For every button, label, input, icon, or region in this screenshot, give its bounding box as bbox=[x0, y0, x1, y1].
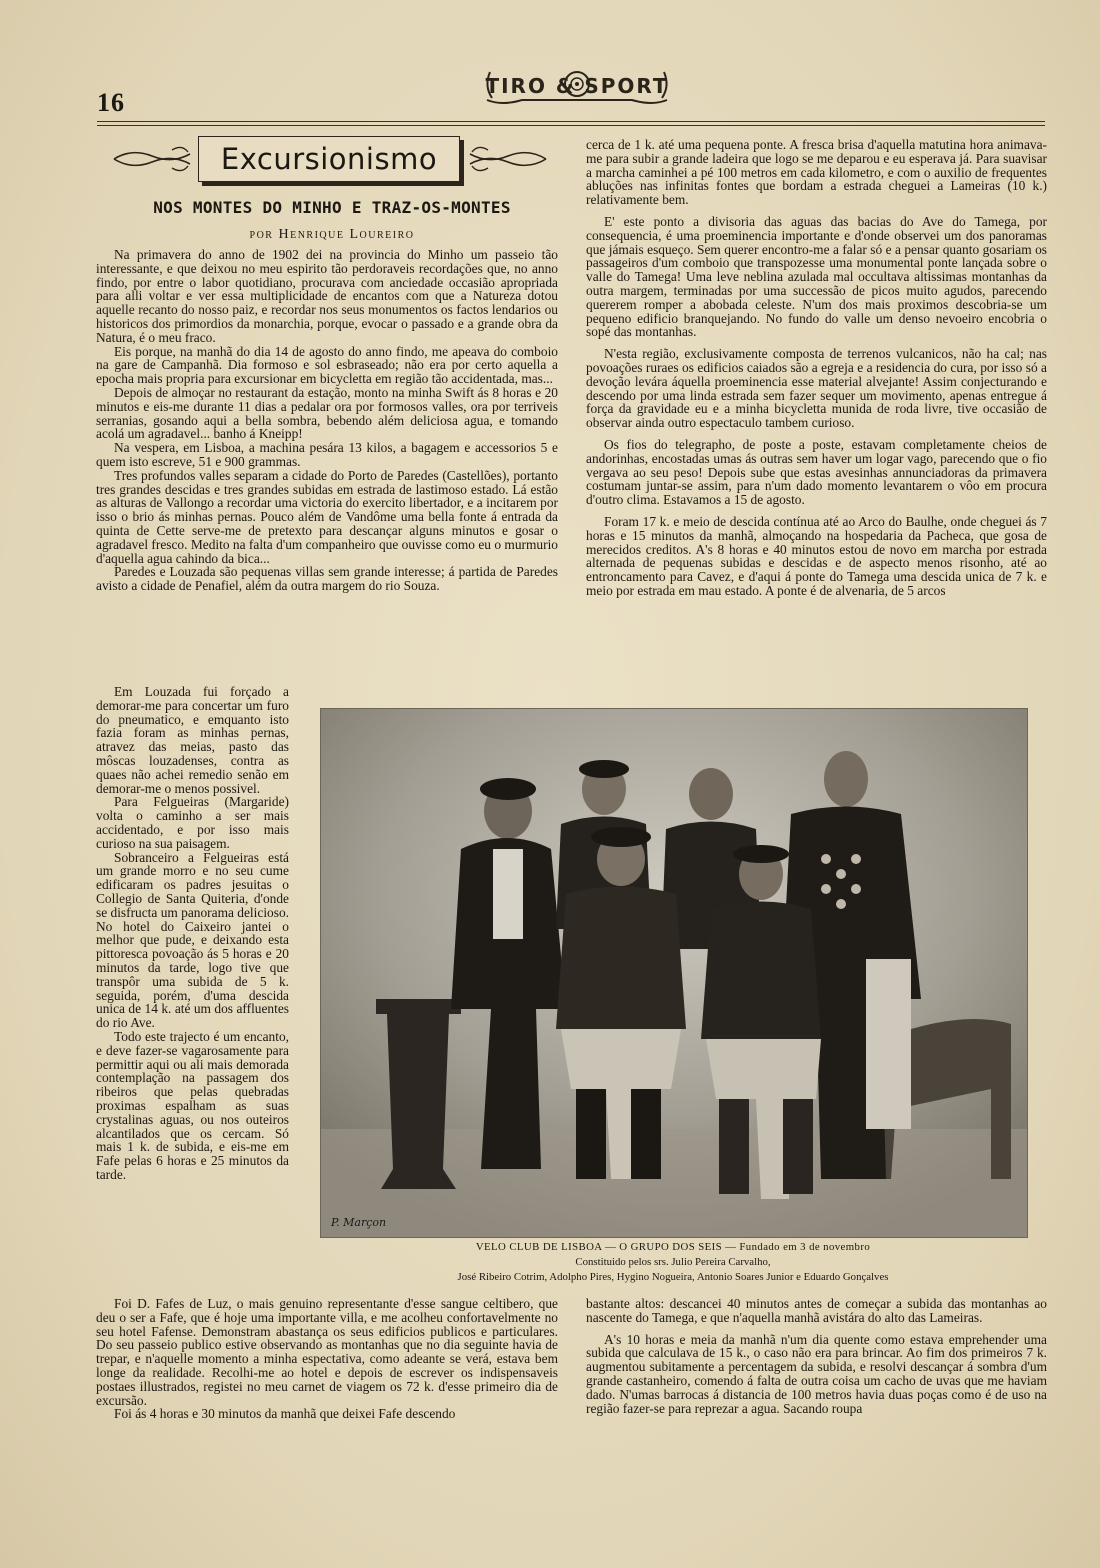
paragraph: Tres profundos valles separam a cidade do Porto de Paredes (Castellões), portanto tres grandes descidas e tres grandes subidas em estrada de lastimoso estado. Lá estão as alturas de Vallongo a recordar uma victoria do exercito libertador, e a incitarem por isso o brio ás minhas pernas. Pouco além de Vandôme uma bella fonte á entrada da quinta de Cette serve-me de pretexto para descançar alguns minutos e gosar o agradavel fresco. Medito na falta d'um companheiro que ouvisse como eu o murmurio d'aquella agua cahindo da bica... bbox=[96, 467, 558, 566]
article-column-right bbox=[586, 138, 1047, 598]
paragraph: Todo este trajecto é um encanto, e deve fazer-se vagarosamente para permittir aqui ou ali mais demorada contemplação na passagem dos ribeiros que pelas quebradas proximas espalham as suas crystalinas aguas, ou nos outeiros alcantilados que os cercam. Só mais 1 k. de subida, e eis-me em Fafe pelas 6 horas e 25 minutos da tarde. bbox=[96, 1028, 289, 1182]
article-column-left bbox=[96, 248, 558, 593]
article-column-bottom-left bbox=[96, 1297, 558, 1421]
paragraph: Eis porque, na manhã do dia 14 de agosto do anno findo, me apeava do comboio na gare de Campanhã. Dia formoso e sol esbraseado; não era por certo aquella a epocha mais propria para excursionar em bicycletta em região tão accidentada, mas... bbox=[96, 343, 558, 387]
paragraph: Foram 17 k. e meio de descida contínua até ao Arco do Baulhe, onde cheguei ás 7 horas e 15 minutos da manhã, almoçando na hospedaria da Pacheca, que gosa de merecidos creditos. A's 8 horas e 40 minutos estou de novo em marcha por estrada alternada de pequenas subidas e descidas e de aspecto menos risonho, até ao entroncamento para Cavez, e d'aqui á ponte do Tamega uma descida unica de 7 k. e meio por estrada em mau estado. A ponte é de alvenaria, de 5 arcos bbox=[586, 513, 1047, 598]
article-column-narrow bbox=[96, 685, 289, 1182]
photographer-signature: P. Marçon bbox=[331, 1216, 387, 1229]
paragraph: Em Louzada fui forçado a demorar-me para concertar um furo do pneumatico, e emquanto isto fazia foram as minhas pernas, atravez das meias, pasto das môscas louzadenses, contra as quaes não achei remedio senão em demorar-me o menos possivel. bbox=[96, 684, 289, 796]
section-header bbox=[112, 136, 542, 188]
paragraph: Para Felgueiras (Margaride) volta o caminho a ser mais accidentado, e por isso mais curioso na sua paisagem. bbox=[96, 794, 289, 851]
article-title: NOS MONTES DO MINHO E TRAZ-OS-MONTES bbox=[153, 198, 511, 217]
page-number: 16 bbox=[97, 88, 125, 117]
paragraph: bastante altos: descancei 40 minutos antes de começar a subida das montanhas ao nascente do Tamega, e que n'aquella manhã avistára do alto das Lameiras. bbox=[586, 1296, 1047, 1325]
paragraph: Sobranceiro a Felgueiras está um grande morro e no seu cume edificaram os padres jesuitas o Collegio de Santa Quiteria, d'onde se disfructa um panorama delicioso. No hotel do Caixeiro jantei o melhor que pude, e deixando esta pittoresca povoação ás 5 horas e 20 minutos da tarde, logo tive que transpôr uma subida de 5 k. seguida, porém, d'uma descida unica de 14 k. até um dos affluentes do rio Ave. bbox=[96, 849, 289, 1031]
section-title: Excursionismo bbox=[198, 136, 460, 182]
paragraph: Depois de almoçar no restaurant da estação, monto na minha Swift ás 8 horas e 20 minutos e eis-me durante 11 dias a pedalar ora por formosos valles, ora por terriveis serranias, gosando aqui a bella sombra, bebendo além deliciosa agua, e tomando acolá um agradavel... banho á Kneipp! bbox=[96, 384, 558, 442]
header-rule bbox=[97, 121, 1045, 122]
paragraph: Na vespera, em Lisboa, a machina pesára 13 kilos, a bagagem e accessorios 5 e quem isto escreve, 51 e 900 grammas. bbox=[96, 440, 558, 469]
caption-line: Constituido pelos srs. Julio Pereira Carvalho, bbox=[575, 1256, 771, 1268]
article-byline: por Henrique Loureiro bbox=[249, 227, 415, 242]
group-photograph bbox=[320, 708, 1028, 1238]
masthead-text: TIRO & SPORT bbox=[485, 74, 669, 98]
left-flourish-icon bbox=[112, 142, 192, 176]
photo-caption bbox=[320, 1240, 1026, 1285]
group-portrait-image bbox=[321, 709, 1027, 1237]
paragraph: Paredes e Louzada são pequenas villas sem grande interesse; á partida de Paredes avisto a cidade de Penafiel, além da outra margem do rio Souza. bbox=[96, 564, 558, 594]
paragraph: Foi D. Fafes de Luz, o mais genuino representante d'esse sangue celtibero, que deu o ser a Fafe, que é hoje uma importante villa, e me acolheu confortavelmente no seu hotel Fafense. Demonstram abastança os seus edificios publicos e particulares. Do seu passeio publico estive observando as montanhas que no dia seguinte havia de trepar, e n'aquelle momento a minha espectativa, como adeante se verá, estava bem longe da realidade. Recolhi-me ao hotel e depois de escrever os indispensaveis postaes illustrados, registei no meu carnet de viagem os 72 k. d'esse primeiro dia de excursão. bbox=[96, 1296, 558, 1408]
paragraph: A's 10 horas e meia da manhã n'um dia quente como estava emprehender uma subida que calculava de 15 k., o caso não era para brincar. Ao fim dos primeiros 7 k. augmentou subitamente a percentagem da subida, e resolvi descançar á sombra d'um grande castanheiro, comendo á falta de outra coisa um cacho de uvas que me haviam dado. N'umas barrocas á distancia de 100 metros havia duas poças como é de uso na região fazer-se para reprezar a agua. Sacando roupa bbox=[586, 1331, 1047, 1416]
caption-line: José Ribeiro Cotrim, Adolpho Pires, Hygino Nogueira, Antonio Soares Junior e Eduardo Gonçalves bbox=[457, 1271, 889, 1283]
caption-line: VELO CLUB DE LISBOA — O GRUPO DOS SEIS — Fundado em 3 de novembro bbox=[475, 1241, 871, 1253]
header-rule-secondary bbox=[97, 125, 1045, 126]
paragraph: cerca de 1 k. até uma pequena ponte. A fresca brisa d'aquella matutina hora animava-me para subir a grande ladeira que logo se me deparou e eu esperava já. Para suavisar a marcha caminhei a pé 100 metros em cada kilometro, e com o auxilio de frequentes abluções nas infinitas fontes que bordam a estrada cheguei a Lameiras (10 k.) relativamente bem. bbox=[586, 137, 1047, 208]
paragraph: E' este ponto a divisoria das aguas das bacias do Ave do Tamega, por consequencia, é uma proeminencia importante e d'onde observei um dos panoramas que jámais esqueço. Sem querer encontro-me a falar só e a pensar quanto gosariam os passageiros d'um comboio que transpozesse uma monumental ponte lançada sobre o valle do Tamega! Uma leve neblina azulada mal occultava altissimas montanhas da outra margem, terminadas por uma successão de picos muito agudos, parecendo quererem romper a abobada celeste. N'um dos mais proximos descobria-se um pequeno edificio branquejando. No fundo do valle um denso nevoeiro encobria o sopé das montanhas. bbox=[586, 213, 1047, 340]
paragraph: Os fios do telegrapho, de poste a poste, estavam completamente cheios de andorinhas, encostadas umas ás outras sem haver um logar vago, parecendo que o fio vergava ao seu peso! Depois sube que estas avesinhas annunciadoras da primavera costumam juntar-se assim, para n'um dado momento levantarem o vôo em procura d'outro clima. Estavamos a 15 de agosto. bbox=[586, 436, 1047, 508]
article-column-bottom-right bbox=[586, 1297, 1047, 1415]
paragraph: N'esta região, exclusivamente composta de terrenos vulcanicos, não ha cal; nas povoações ruraes os edificios caiados são a egreja e a residencia do cura, por isso só a devoção levára áquella proeminencia esse material alvejante! Assim conjecturando e descendo por uma linda estrada sem fazer sequer um movimento, apenas entregue á força da gravidade eu e a minha bicycletta munida de roda livre, tive occasião de observar ainda outro espectaculo tambem curioso. bbox=[586, 346, 1047, 431]
right-flourish-icon bbox=[468, 142, 548, 176]
paragraph: Na primavera do anno de 1902 dei na provincia do Minho um passeio tão interessante, e que deixou no meu espirito tão perdoraveis recordações que, no anno findo, por entre o labor quotidiano, procurava com anciedade occasião apropriada para alli voltar e ver essa multiplicidade de encantos com que a Natureza dotou aquelle recanto do nosso paiz, e recordar nos seus monumentos os factos lendarios ou historicos dos primordios da monarchia, porque, evocar o passado e a grande obra da Natura, é o meu fraco. bbox=[96, 247, 558, 345]
paragraph: Foi ás 4 horas e 30 minutos da manhã que deixei Fafe descendo bbox=[114, 1406, 456, 1422]
masthead-logo bbox=[482, 64, 672, 108]
